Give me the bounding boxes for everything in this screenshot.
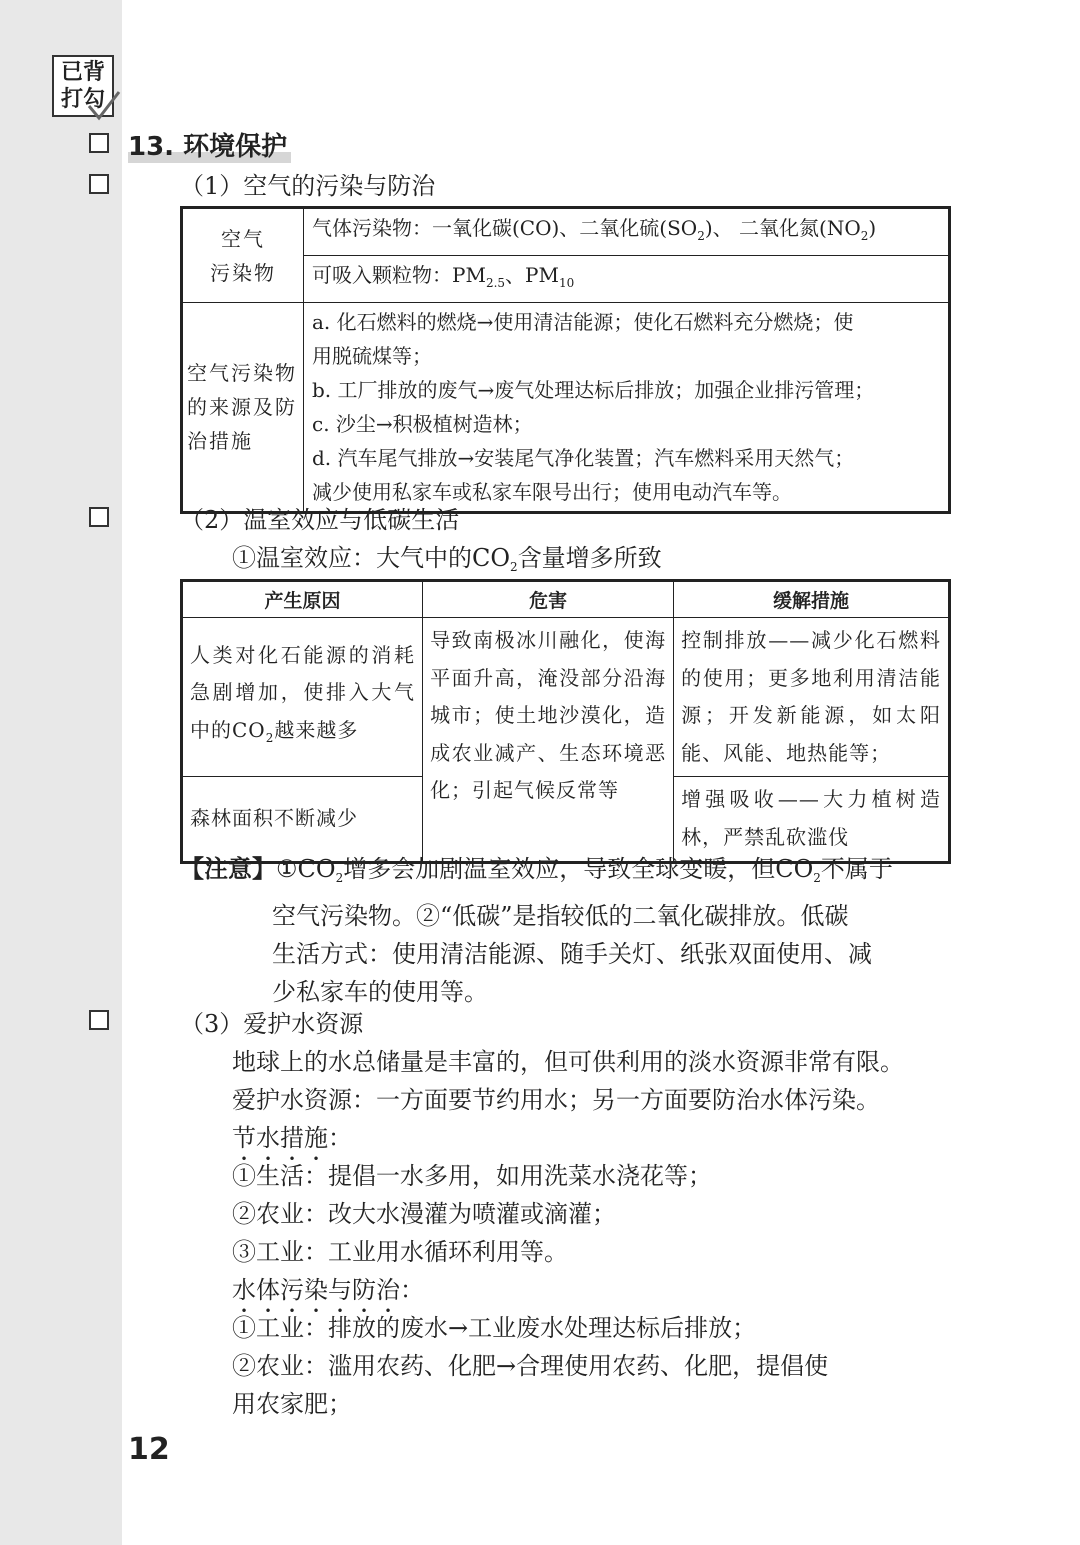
col-harm: 危害 — [423, 581, 674, 618]
water-pollution-agriculture: ②农业：滥用农药、化肥→合理使用农药、化肥，提倡使 — [232, 1352, 829, 1380]
checkbox-air[interactable] — [89, 174, 109, 194]
badge-line-2: 打勾 — [60, 87, 105, 112]
water-saving-agriculture: ②农业：改大水漫灌为喷灌或滴灌； — [232, 1200, 616, 1228]
water-paragraph-2: 爱护水资源：一方面要节约用水；另一方面要防治水体污染。 — [232, 1086, 880, 1114]
greenhouse-definition: ①温室效应：大气中的$CO_2$含量增多所致 — [232, 544, 662, 574]
note-line-2: 空气污染物。②“低碳”是指较低的二氧化碳排放。低碳 — [272, 902, 849, 930]
cause-forest: 森林面积不断减少 — [182, 777, 423, 862]
mitigation-absorb: 增强吸收——大力植树造林，严禁乱砍滥伐 — [674, 777, 950, 862]
section-title: 13. 环境保护 — [128, 126, 291, 163]
particulate-cell: 可吸入颗粒物：$PM_{2.5}$、$PM_{10}$ — [304, 256, 950, 303]
note-block — [180, 850, 955, 1011]
water-heading: （3）爱护水资源 — [180, 1010, 364, 1038]
measures-cell: a. 化石燃料的燃烧→使用清洁能源；使化石燃料充分燃烧；使 用脱硫煤等； b. 工厂排放的废气→废气处理达标后排放；加强企业排污管理； c. 沙尘→积极植树造林； d. 汽车尾气排放→安装尾气净化装置；汽车燃料采用天然气； 减少使用私家车或私家车限号出行；使用电动汽车等。 — [304, 303, 950, 513]
water-pollution-agriculture-cont: 用农家肥； — [232, 1390, 352, 1418]
note-line-4: 少私家车的使用等。 — [272, 978, 488, 1006]
col-cause: 产生原因 — [182, 581, 423, 618]
pollutants-header: 空气 污染物 — [182, 208, 304, 303]
note-line-3: 生活方式：使用清洁能源、随手关灯、纸张双面使用、减 — [272, 940, 872, 968]
cause-fossil-fuel: 人类对化石能源的消耗急剧增加，使排入大气中的$CO_2$越来越多 — [182, 618, 423, 777]
note-line-1: 【注意】$①CO_2$增多会加剧温室效应，导致全球变暖，但$CO_2$不属于 — [180, 855, 893, 885]
water-saving-life: ①生活：提倡一水多用，如用洗菜水浇花等； — [232, 1162, 712, 1190]
page-number: 12 — [128, 1432, 170, 1467]
water-pollution-industry: ①工业：排放的废水→工业废水处理达标后排放； — [232, 1314, 757, 1342]
checkmark-icon — [86, 88, 122, 124]
greenhouse-table — [180, 579, 951, 864]
harm-cell: 导致南极冰川融化，使海平面升高，淹没部分沿海城市；使土地沙漠化，造成农业减产、生态环境恶化；引起气候反常等 — [423, 618, 674, 863]
checkbox-section-13[interactable] — [89, 133, 109, 153]
col-mitigation: 缓解措施 — [674, 581, 950, 618]
air-pollution-table — [180, 206, 951, 514]
air-heading: （1）空气的污染与防治 — [180, 172, 436, 200]
gas-pollutants-cell: 气体污染物：一氧化碳(CO)、二氧化硫$(SO_2)$、 二氧化氮$(NO_2)$ — [304, 208, 950, 256]
mitigation-reduce: 控制排放——减少化石燃料的使用；更多地利用清洁能源；开发新能源，如太阳能、风能、地热能等； — [674, 618, 950, 777]
checkbox-greenhouse[interactable] — [89, 507, 109, 527]
water-saving-title: 节水措施： — [232, 1124, 352, 1152]
sources-header: 空气污染物 的来源及防 治措施 — [182, 303, 304, 513]
water-paragraph-1: 地球上的水总储量是丰富的，但可供利用的淡水资源非常有限。 — [232, 1048, 904, 1076]
water-saving-industry: ③工业：工业用水循环利用等。 — [232, 1238, 568, 1266]
left-margin-band — [0, 0, 122, 1545]
greenhouse-heading: （2）温室效应与低碳生活 — [180, 506, 460, 534]
badge-line-1: 已背 — [60, 60, 105, 85]
water-pollution-title: 水体污染与防治： — [232, 1276, 424, 1304]
checkbox-water[interactable] — [89, 1010, 109, 1030]
